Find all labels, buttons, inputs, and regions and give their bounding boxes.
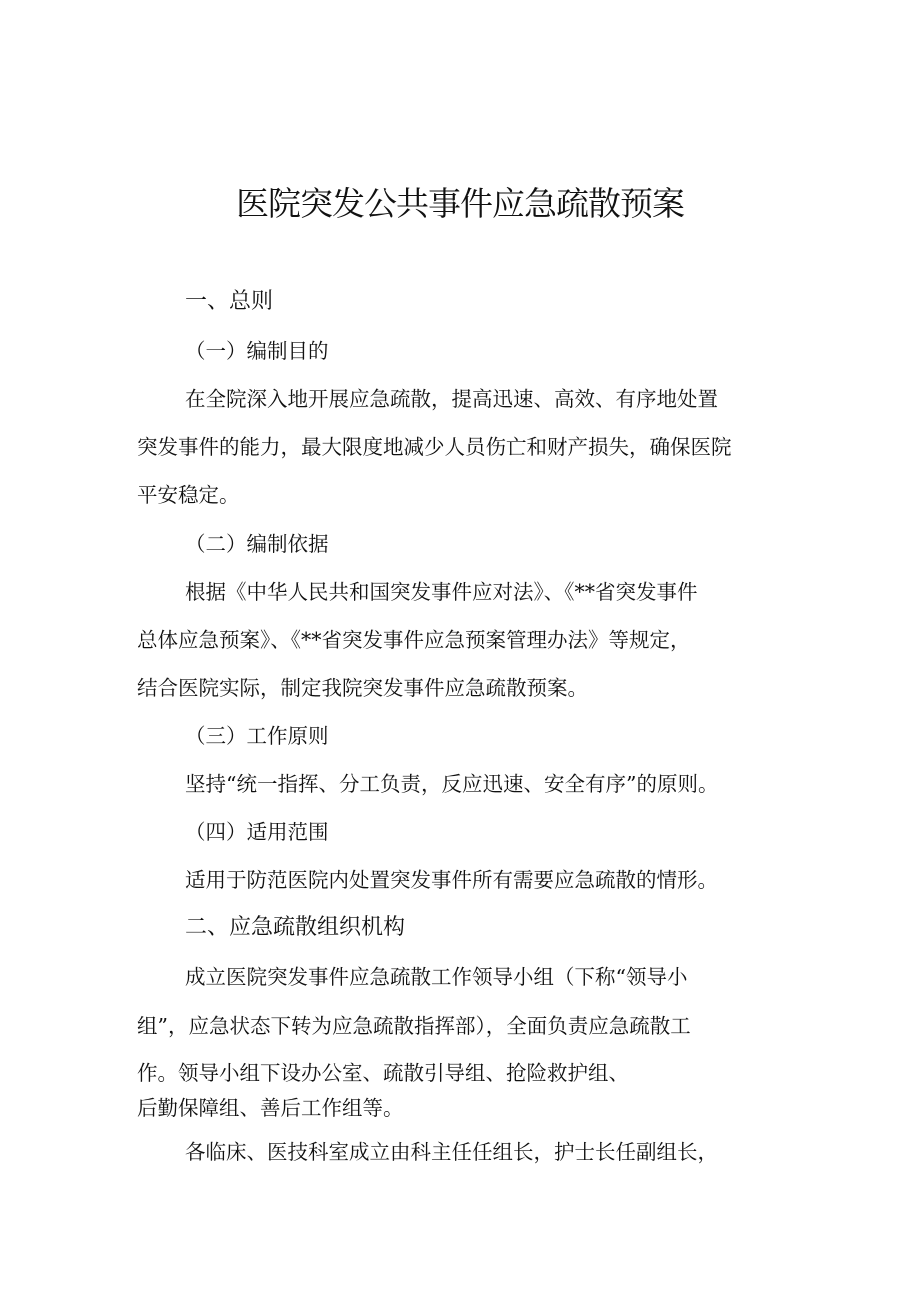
section-heading-general: 一、总则 <box>185 289 274 314</box>
subsection-heading-purpose: （一）编制目的 <box>185 339 329 363</box>
paragraph-line: 组”，应急状态下转为应急疏散指挥部），全面负责应急疏散工 <box>137 1014 691 1038</box>
paragraph-line: 在全院深入地开展应急疏散，提高迅速、高效、有序地处置 <box>185 387 718 411</box>
subsection-heading-basis: （二）编制依据 <box>185 532 329 556</box>
subsection-heading-principles: （三）工作原则 <box>185 724 329 748</box>
paragraph-line: 突发事件的能力，最大限度地减少人员伤亡和财产损失，确保医院 <box>137 435 732 459</box>
paragraph-line: 结合医院实际，制定我院突发事件应急疏散预案。 <box>137 676 588 700</box>
paragraph-line: 平安稳定。 <box>137 483 240 507</box>
paragraph-line: 各临床、医技科室成立由科主任任组长，护士长任副组长， <box>185 1140 718 1164</box>
paragraph-line: 坚持“统一指挥、分工负责，反应迅速、安全有序”的原则。 <box>185 772 719 796</box>
paragraph-line: 成立医院突发事件应急疏散工作领导小组（下称“领导小 <box>185 965 688 989</box>
section-heading-organization: 二、应急疏散组织机构 <box>185 915 406 940</box>
paragraph-line: 作。领导小组下设办公室、疏散引导组、抢险救护组、 <box>137 1061 629 1085</box>
paragraph-line: 后勤保障组、善后工作组等。 <box>137 1096 404 1120</box>
document-title: 医院突发公共事件应急疏散预案 <box>236 184 684 223</box>
paragraph-line: 适用于防范医院内处置突发事件所有需要应急疏散的情形。 <box>185 868 718 892</box>
subsection-heading-scope: （四）适用范围 <box>185 820 329 844</box>
paragraph-line: 总体应急预案》、《**省突发事件应急预案管理办法》等规定， <box>137 628 691 652</box>
paragraph-line: 根据《中华人民共和国突发事件应对法》、《**省突发事件 <box>185 580 698 604</box>
